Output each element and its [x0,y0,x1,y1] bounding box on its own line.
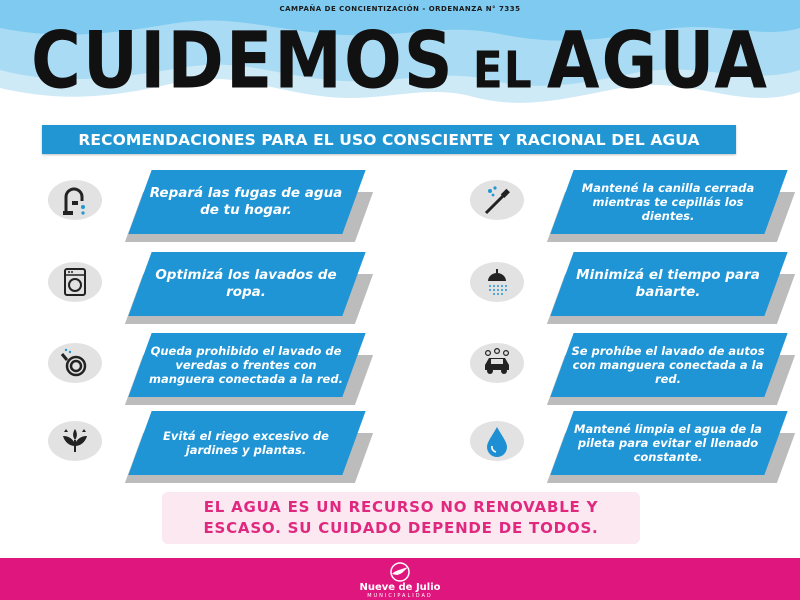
tip-no-sidewalk-washing [44,333,374,403]
tip-text: Repará las fugas de agua de tu hogar. [149,185,343,218]
campaign-tag: CAMPAÑA DE CONCIENTIZACIÓN - ORDENANZA N° 7335 [279,5,521,13]
title-word-el: EL [472,41,533,100]
swallow-logo-icon [386,562,414,582]
conclusion-box [162,492,640,544]
municipality-logo [338,562,462,600]
tip-text: Mantené la canilla cerrada mientras te cepillás los dientes. [581,181,755,223]
plant-watering-icon [48,421,102,461]
toothbrush-icon [470,180,524,220]
tip-text: Optimizá los lavados de ropa. [155,267,337,300]
conclusion-text: EL AGUA ES UN RECURSO NO RENOVABLE Y ESCASO. SU CUIDADO DEPENDE DE TODOS. [203,498,599,537]
car-wash-icon [470,343,524,383]
tip-avoid-overwatering [44,411,374,481]
shower-icon [470,262,524,302]
tip-text: Queda prohibido el lavado de veredas o frentes con manguera conectada a la red. [149,344,343,386]
logo-brand-name: Nueve de Julio [359,582,441,593]
tip-text: Se prohíbe el lavado de autos con manguera conectada a la red. [571,344,765,386]
logo-brand-sub: MUNICIPALIDAD [367,593,433,599]
tip-keep-pool-clean [466,411,796,481]
water-drop-icon [470,421,524,461]
tip-optimize-laundry [44,252,374,322]
faucet-icon [48,180,102,220]
subtitle-banner [42,125,736,154]
tip-short-shower [466,252,796,322]
tip-close-tap [466,170,796,240]
washing-machine-icon [48,262,102,302]
tip-text: Evitá el riego excesivo de jardines y plantas. [163,429,329,457]
tip-no-car-washing [466,333,796,403]
tip-text: Mantené limpia el agua de la pileta para evitar el llenado constante. [574,422,762,464]
title-word-cuidemos: CUIDEMOS [30,16,455,107]
tip-text: Minimizá el tiempo para bañarte. [576,267,760,300]
hose-icon [48,343,102,383]
title-word-agua: AGUA [546,16,770,107]
subtitle-text: RECOMENDACIONES PARA EL USO CONSCIENTE Y RACIONAL DEL AGUA [78,130,700,149]
tip-fix-leaks [44,170,374,240]
page-title [0,16,800,107]
